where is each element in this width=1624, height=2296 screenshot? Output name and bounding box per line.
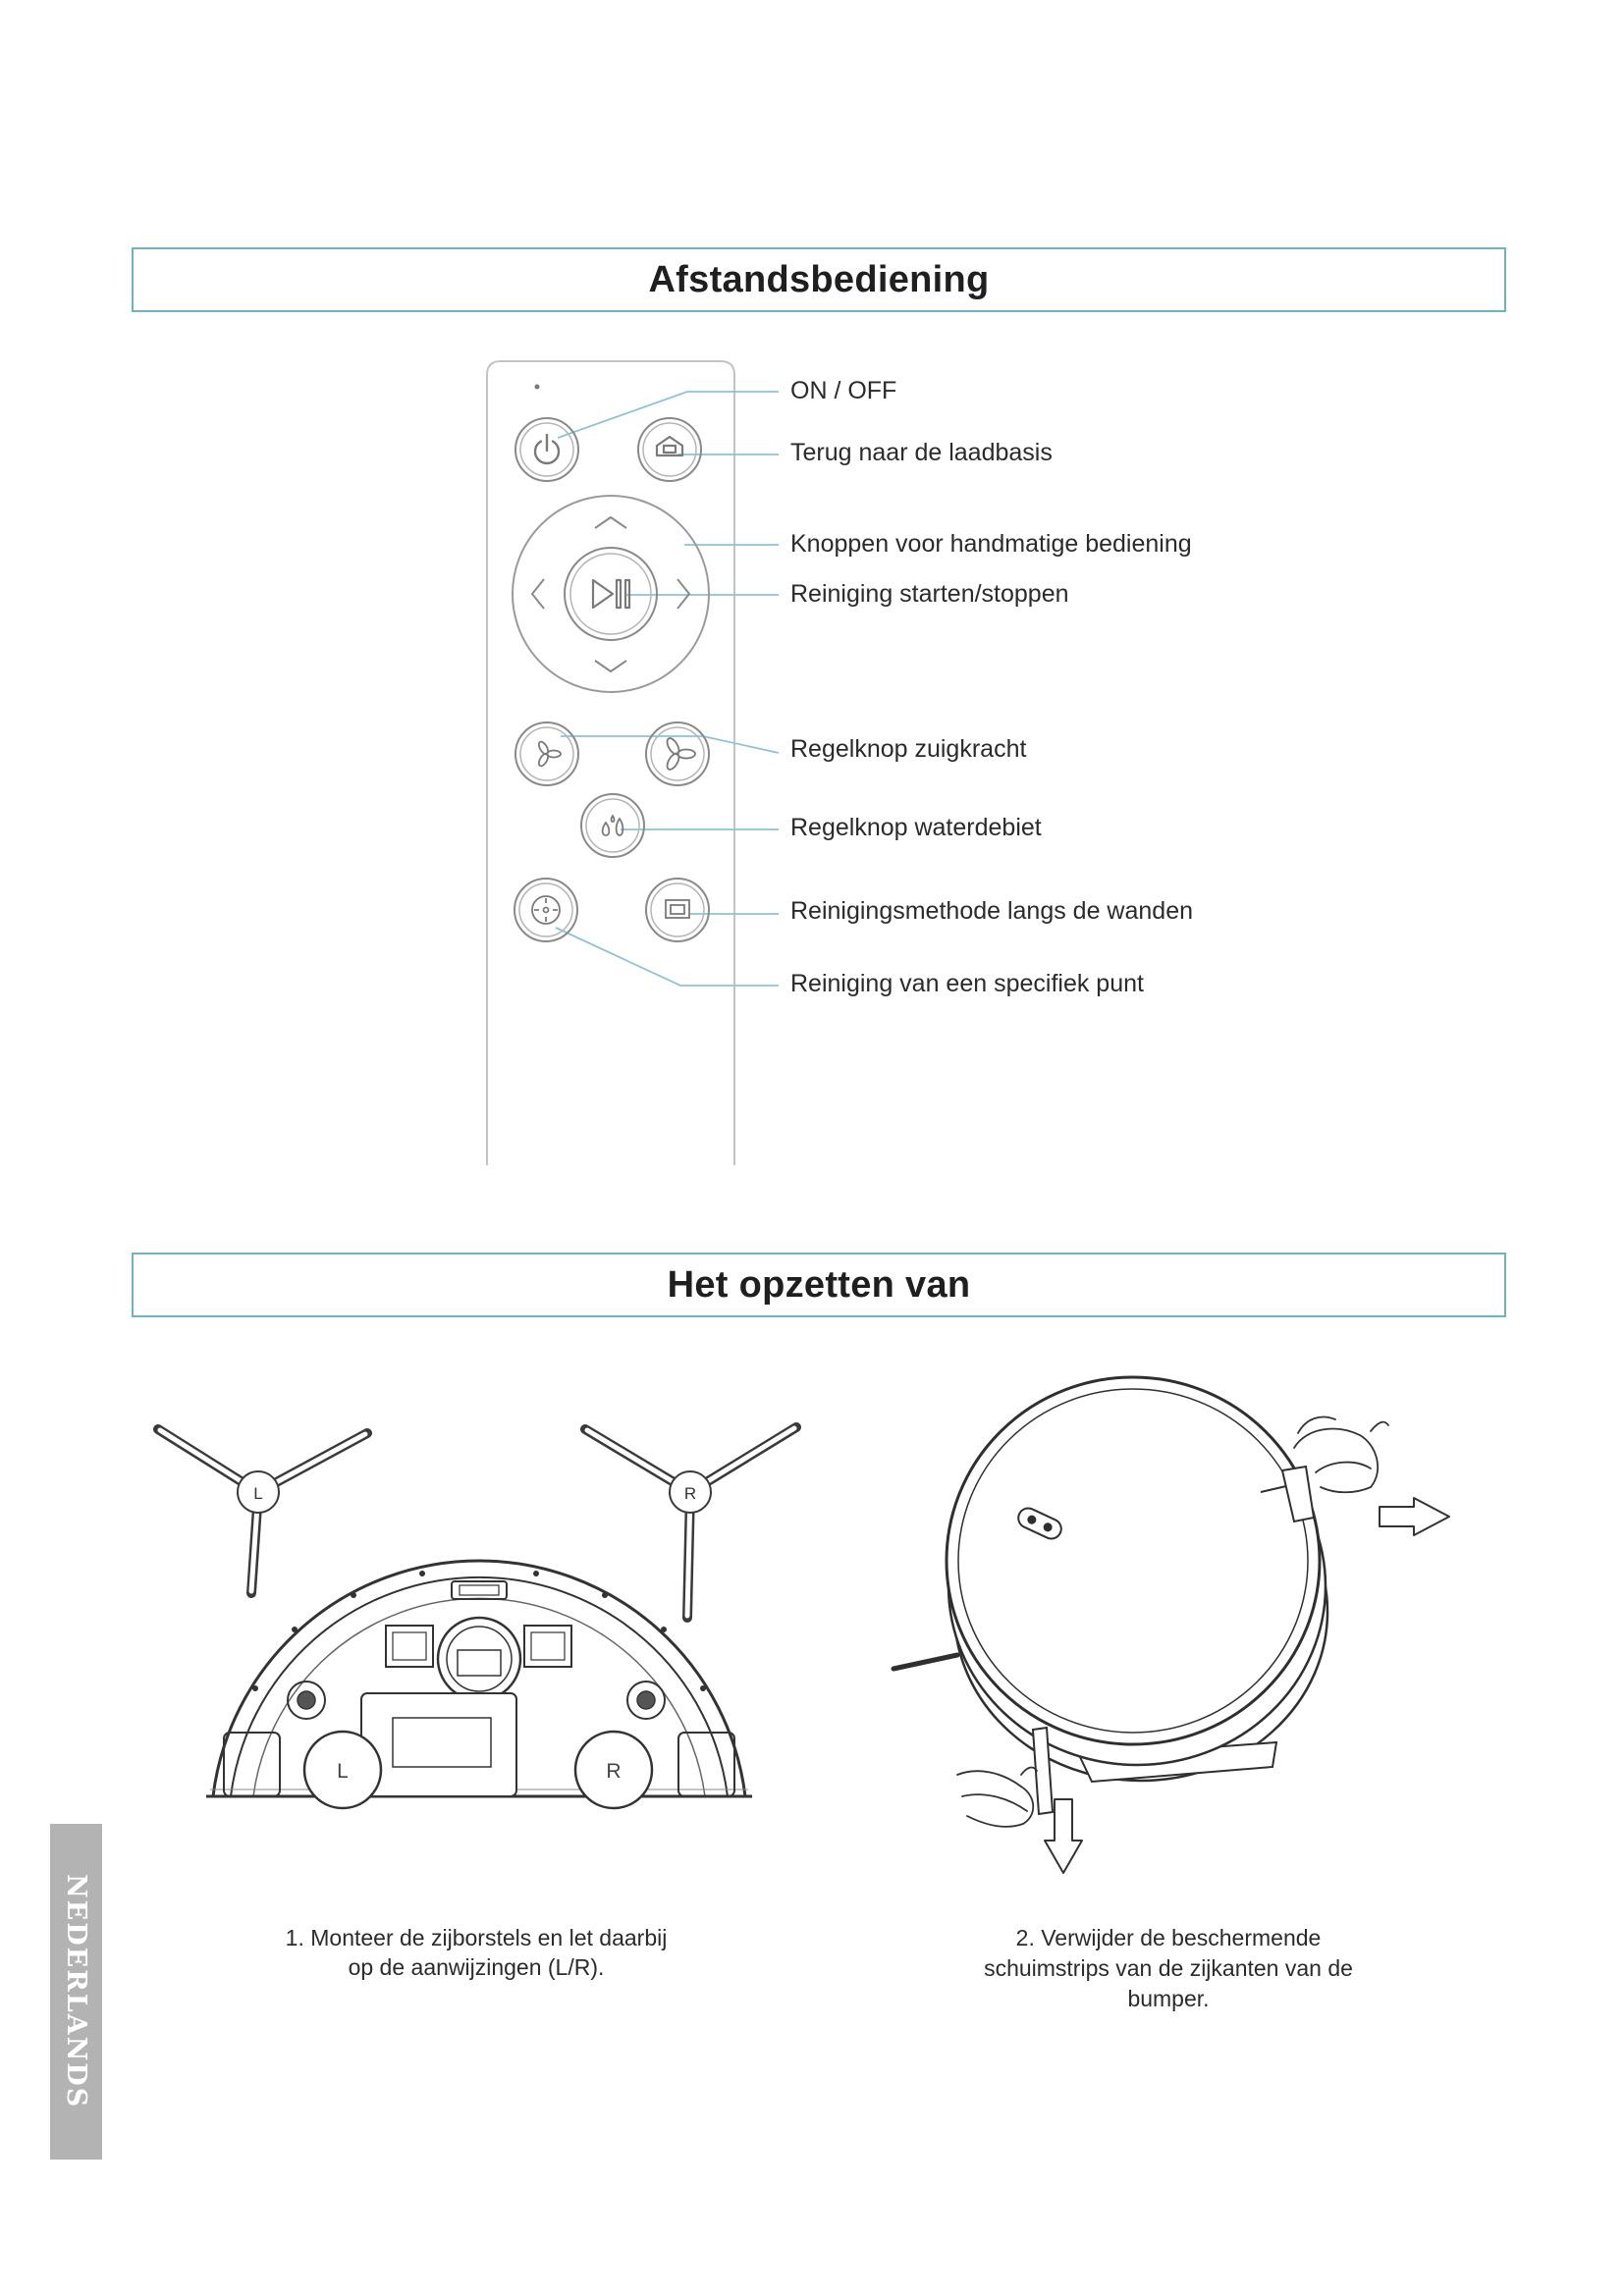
direction-pad — [513, 496, 709, 692]
fan-large-icon — [665, 736, 695, 772]
hand-lower-icon — [957, 1768, 1037, 1827]
leader-line-spot — [556, 928, 779, 986]
label-water-control: Regelknop waterdebiet — [790, 814, 1042, 841]
label-spot-cleaning: Reiniging van een specifiek punt — [790, 970, 1144, 997]
label-on-off: ON / OFF — [790, 377, 897, 404]
language-side-tab — [50, 1824, 102, 2160]
suction-up-button — [646, 722, 709, 785]
setup-section-title: Het opzetten van — [667, 1263, 971, 1306]
arrow-right-icon — [1380, 1498, 1449, 1535]
side-brushes-illustration — [158, 1427, 796, 1618]
fan-small-icon — [537, 740, 561, 768]
side-brush-right — [585, 1427, 796, 1618]
label-edge-cleaning: Reinigingsmethode langs de wanden — [790, 897, 1194, 925]
spot-target-icon — [532, 896, 560, 924]
step-1-line-2: op de aanwijzingen (L/R). — [348, 1954, 605, 1980]
step-1-line-1: 1. Monteer de zijborstels en let daarbij — [285, 1925, 668, 1950]
side-brush-stick — [893, 1655, 957, 1669]
remote-section-title: Afstandsbediening — [648, 258, 990, 300]
remote-control-illustration — [487, 361, 779, 1165]
wheel-left-mark: L — [337, 1760, 349, 1783]
water-drops-icon — [603, 816, 623, 835]
label-start-stop: Reiniging starten/stoppen — [790, 580, 1069, 608]
edge-clean-button — [646, 879, 709, 941]
suction-down-button — [515, 722, 578, 785]
remote-body-outline — [487, 361, 734, 1165]
spot-clean-button — [514, 879, 577, 941]
wheel-right-mark: R — [606, 1760, 622, 1783]
chevron-up-icon — [595, 517, 626, 528]
play-pause-icon — [593, 580, 629, 608]
chevron-down-icon — [595, 661, 626, 671]
label-return-to-base: Terug naar de laadbasis — [790, 439, 1053, 466]
label-suction-control: Regelknop zuigkracht — [790, 735, 1027, 763]
power-icon — [535, 435, 559, 463]
label-manual-buttons: Knoppen voor handmatige bediening — [790, 530, 1192, 558]
brush-left-mark: L — [253, 1484, 263, 1503]
robot-underside-illustration — [206, 1561, 752, 1808]
water-flow-button — [581, 794, 644, 857]
wheel-right — [575, 1732, 652, 1808]
step-2-line-3: bumper. — [1127, 1986, 1210, 2011]
chevron-left-icon — [532, 579, 544, 609]
home-icon — [657, 437, 682, 455]
robot-top-illustration — [893, 1377, 1327, 1814]
chevron-right-icon — [677, 579, 689, 609]
side-brush-left — [158, 1429, 367, 1593]
language-label: NEDERLANDS — [61, 1874, 91, 2109]
leader-line-on-off — [558, 392, 779, 438]
step-2-caption — [913, 1923, 1424, 2014]
power-button — [515, 418, 578, 481]
brush-right-mark: R — [683, 1484, 697, 1503]
step-1-caption — [231, 1923, 722, 1982]
wheel-left — [304, 1732, 381, 1808]
edge-mode-icon — [666, 900, 689, 918]
step-2-line-1: 2. Verwijder de beschermende — [1015, 1925, 1322, 1950]
remote-indicator-dot — [535, 385, 540, 390]
step-2-line-2: schuimstrips van de zijkanten van de — [984, 1955, 1353, 1981]
home-button — [638, 418, 701, 481]
setup-section-header — [132, 1253, 1506, 1317]
